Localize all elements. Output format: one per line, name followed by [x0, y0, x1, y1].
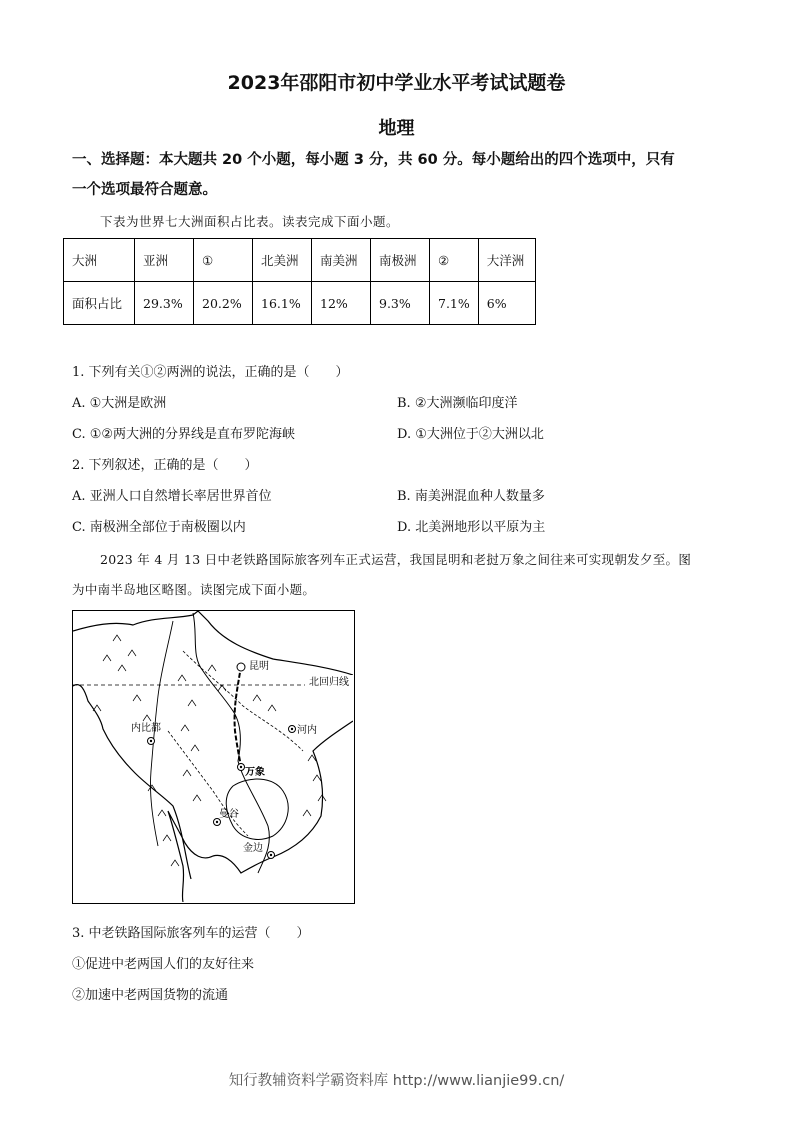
bangkok-marker-dot [216, 821, 218, 823]
table-intro: 下表为世界七大洲面积占比表。读表完成下面小题。 [100, 214, 400, 229]
map-drawing [73, 611, 353, 902]
question-3-item-2: ②加速中老两国货物的流通 [72, 988, 229, 1003]
naypyidaw-label: 内比都 [131, 723, 161, 734]
table-cell: 12% [312, 282, 371, 325]
table-header-cell: 南极洲 [371, 239, 430, 282]
table-cell: 7.1% [430, 282, 479, 325]
exam-title: 2023年邵阳市初中学业水平考试试题卷 [227, 72, 566, 94]
question-2-option-d: D. 北美洲地形以平原为主 [397, 520, 546, 535]
indochina-map [72, 610, 355, 904]
table-header-cell: 亚洲 [135, 239, 194, 282]
phnompenh-label: 金边 [243, 843, 263, 854]
mekong-river [193, 613, 269, 873]
hanoi-marker-dot [291, 728, 293, 730]
footer-watermark: 知行教辅资料学霸资料库 http://www.lianjie99.cn/ [228, 1073, 565, 1089]
vientiane-marker-dot [240, 766, 242, 768]
kunming-marker [237, 663, 245, 671]
table-cell: 6% [478, 282, 535, 325]
section-heading-line2: 一个选项最符合题意。 [72, 182, 217, 198]
table-cell: 20.2% [194, 282, 253, 325]
table-cell: 16.1% [253, 282, 312, 325]
hanoi-label: 河内 [297, 725, 317, 736]
vientiane-label: 万象 [245, 767, 265, 778]
tropic-label: 北回归线 [309, 677, 349, 688]
question-1-option-a: A. ①大洲是欧洲 [72, 396, 167, 411]
table-header-cell: 南美洲 [312, 239, 371, 282]
table-row-label: 面积占比 [64, 282, 135, 325]
question-1-option-c: C. ①②两大洲的分界线是直布罗陀海峡 [72, 427, 296, 442]
bangkok-label: 曼谷 [219, 809, 239, 820]
table-header-cell: 大洋洲 [478, 239, 535, 282]
table-cell: 29.3% [135, 282, 194, 325]
question-2-stem: 2. 下列叙述，正确的是（ ） [72, 458, 258, 473]
mountain-hatching [93, 635, 326, 866]
border-line [168, 731, 248, 836]
question-2-option-b: B. 南美洲混血种人数量多 [397, 489, 545, 504]
subject-title: 地理 [378, 118, 415, 139]
passage-line1: 2023 年 4 月 13 日中老铁路国际旅客列车正式运营，我国昆明和老挝万象之间往来可实现朝发夕至。图 [100, 552, 692, 567]
question-1-stem: 1. 下列有关①②两洲的说法，正确的是（ ） [72, 365, 349, 380]
question-1-option-d: D. ①大洲位于②大洲以北 [397, 427, 544, 442]
table-header-cell: 北美洲 [253, 239, 312, 282]
kunming-label: 昆明 [249, 661, 269, 672]
question-1-option-b: B. ②大洲濒临印度洋 [397, 396, 518, 411]
question-2-option-a: A. 亚洲人口自然增长率居世界首位 [72, 489, 272, 504]
question-2-option-c: C. 南极洲全部位于南极圈以内 [72, 520, 246, 535]
naypyidaw-marker-dot [150, 740, 152, 742]
question-3-stem: 3. 中老铁路国际旅客列车的运营（ ） [72, 926, 310, 941]
table-header-cell: ① [194, 239, 253, 282]
question-3-item-1: ①促进中老两国人们的友好往来 [72, 957, 255, 972]
section-heading-line1: 一、选择题：本大题共 20 个小题，每小题 3 分，共 60 分。每小题给出的四个选项中，只有 [72, 152, 675, 168]
table-cell: 9.3% [371, 282, 430, 325]
table-header-row [64, 239, 536, 282]
table-row [64, 282, 536, 325]
phnompenh-marker-dot [270, 854, 272, 856]
table-header-cell: 大洲 [64, 239, 135, 282]
passage-line2: 为中南半岛地区略图。读图完成下面小题。 [72, 582, 316, 597]
continent-area-table [63, 238, 536, 325]
table-header-cell: ② [430, 239, 479, 282]
